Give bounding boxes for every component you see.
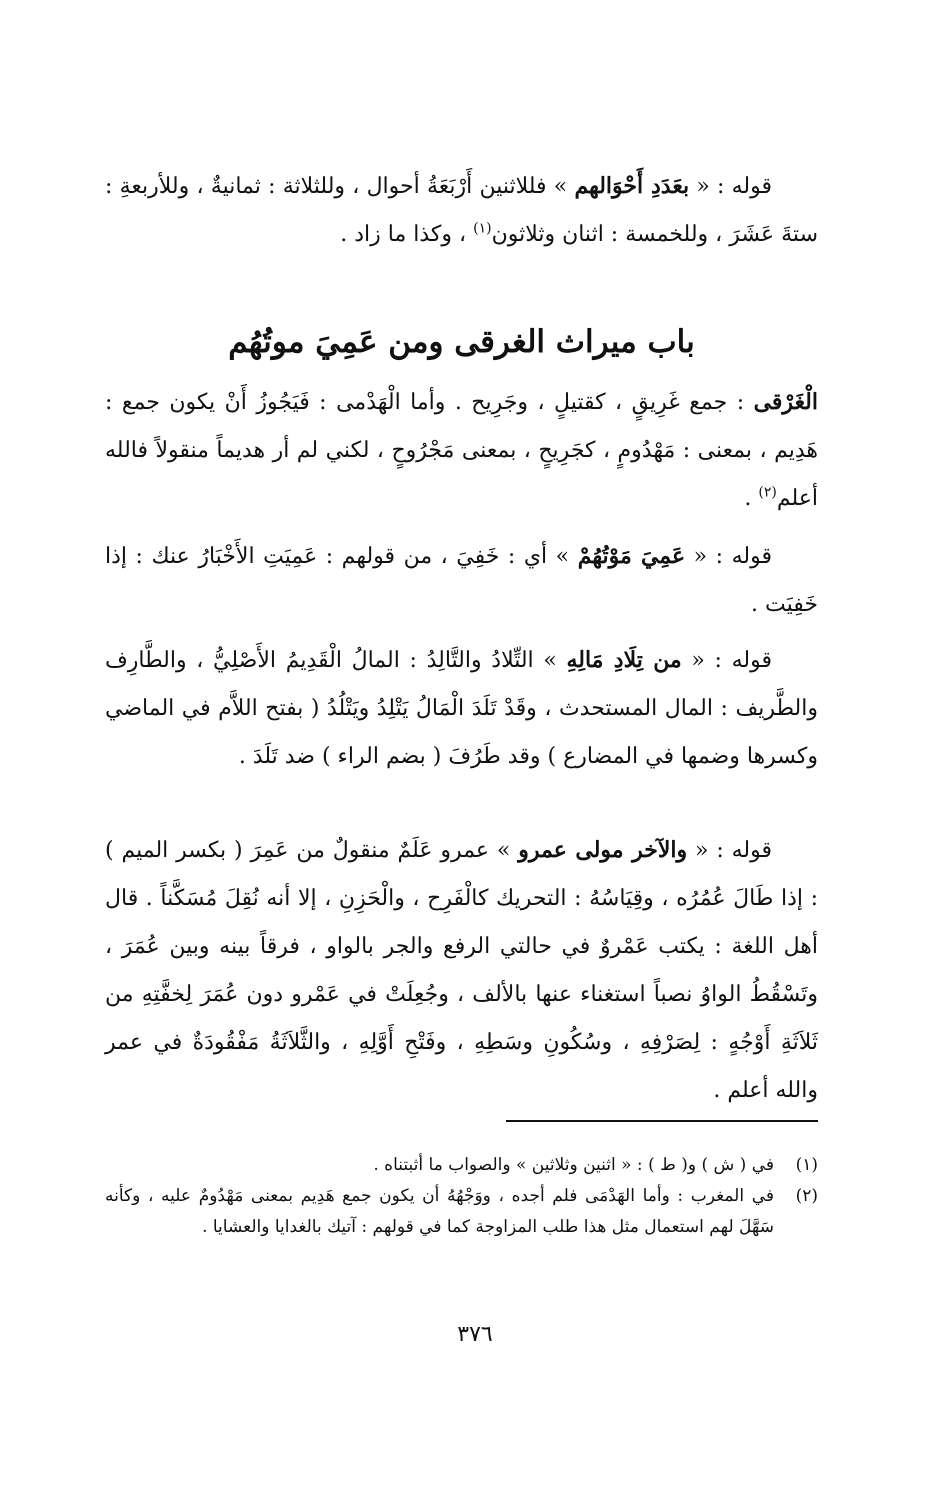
footnote-1-number: (١): [795, 1155, 818, 1175]
paragraph-tilad-bold: من تِلَادِ مَالِهِ: [566, 647, 682, 673]
paragraph-gharqa-bold: الْغَرْقى: [753, 389, 818, 415]
page-number: ٣٧٦: [457, 1322, 493, 1347]
footnote-ref-2: (٢): [758, 484, 777, 501]
paragraph-gharqa-tail: .: [744, 486, 759, 511]
paragraph-amiya: [105, 532, 818, 629]
paragraph-gharqa: [105, 378, 818, 523]
paragraph-amiya-post: » أي : خَفِيَ ، من قولهم : عَمِيَتِ الأَخْبَارُ عنك : إذا خَفِيَت .: [105, 544, 818, 617]
paragraph-tilad-post: » التِّلادُ والتَّالِدُ : المالُ الْقَدِيمُ الأَصْلِيُّ ، والطَّارِف والطَّريف : المال المستحدث ، وقَدْ تَلَدَ الْمَالُ يَتْلِدُ ويَتْلُدُ ( بفتح اللاَّم في الماضي وكسرها وضمها في المضارع ) وقد طَرُفَ ( بضم الراء ) ضد تَلَدَ .: [105, 648, 818, 769]
top-paragraph: [105, 162, 818, 259]
paragraph-amiya-bold: عَمِيَ مَوْتُهُمْ: [577, 543, 686, 569]
paragraph-tilad: [105, 636, 818, 781]
footnote-2: [105, 1181, 818, 1243]
footnote-2-number: (٢): [795, 1186, 818, 1206]
paragraph-amr-bold: والآخر مولى عمرو: [518, 837, 688, 863]
footnote-2-text: في المغرب : وأما الهَدْمَى فلم أجده ، ووَجْهُهُ أن يكون جمع هَدِيم بمعنى مَهْدُومٌ عليه ، وكأنه سَهَّلَ لهم استعمال مثل هذا طلب المزاوجة كما في قولهم : آتيك بالغدايا والعشايا .: [105, 1186, 774, 1237]
top-paragraph-pre: قوله : «: [689, 174, 773, 199]
paragraph-amr-pre: قوله : «: [687, 838, 772, 863]
paragraph-tilad-pre: قوله : «: [681, 648, 772, 673]
paragraph-gharqa-text: : جمع غَرِيقٍ ، كقتيلٍ ، وجَرِيح . وأما الْهَدْمى : فَيَجُوزُ أَنْ يكون جمع : هَدِيم ، بمعنى : مَهْدُومٍ ، كجَرِيحٍ ، بمعنى مَجْرُوحٍ ، لكني لم أر هديماً منقولاً فالله أعلم: [105, 390, 818, 511]
footnote-separator: [506, 1120, 818, 1122]
paragraph-amr: [105, 826, 818, 1115]
footnote-1-text: في ( ش ) و( ط ) : « اثنين وثلاثين » والصواب ما أثبتناه .: [373, 1155, 774, 1175]
paragraph-amiya-pre: قوله : «: [685, 544, 772, 569]
paragraph-amr-post: » عمرو عَلَمٌ منقولٌ من عَمِرَ ( بكسر الميم ) : إذا طَالَ عُمُرُه ، وقِيَاسُهُ : التحريك كالْفَرِح ، والْحَزِنِ ، إلا أنه نُقِلَ مُسَكَّناً . قال أهل اللغة : يكتب عَمْروٌ في حالتي الرفع والجر بالواو ، فرقاً بينه وبين عُمَرَ ، وتَسْقُطُ الواوُ نصباً استغناء عنها بالألف ، وجُعِلَتْ في عَمْرو دون عُمَرَ لِخفَّتِهِ من ثَلاَثَةِ أَوْجُهٍ : لِصَرْفِهِ ، وسُكُونِ وسَطِهِ ، وفَتْحِ أَوَّلِهِ ، والثَّلاَثَةُ مَفْقُودَةٌ في عمر والله أعلم .: [105, 838, 818, 1103]
top-paragraph-bold: بعَدَدِ أَحْوَالهم: [574, 173, 690, 199]
top-paragraph-tail: ، وكذا ما زاد .: [340, 222, 474, 247]
footnote-ref-1: (١): [473, 220, 492, 237]
footnote-1: [105, 1150, 818, 1181]
footnotes: [105, 1150, 818, 1243]
top-paragraph-post: » فللاثنين أَرْبَعَةُ أحوال ، وللثلاثة : ثمانيةٌ ، وللأربعةِ : ستةَ عَشَرَ ، وللخمسة : اثنان وثلاثون: [105, 174, 818, 247]
chapter-heading: باب ميراث الغرقى ومن عَمِيَ موتُهُم: [228, 324, 695, 360]
